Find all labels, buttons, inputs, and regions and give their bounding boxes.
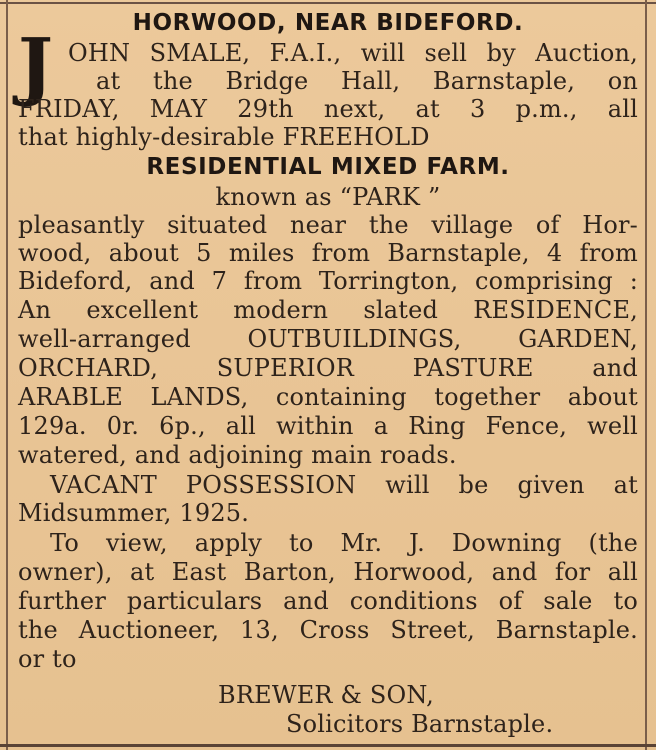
text-line-2: at the Bridge Hall, Barnstaple, on bbox=[96, 67, 638, 95]
signature-firm: BREWER & SON, bbox=[218, 681, 434, 709]
text-line-10: An excellent modern slated RESIDENCE, bbox=[18, 296, 638, 324]
drop-cap-letter: J bbox=[18, 23, 54, 109]
text-line-16: VACANT POSSESSION will be given at bbox=[50, 471, 638, 499]
right-border-rule bbox=[645, 0, 647, 750]
text-line-7: pleasantly situated near the village of Hor- bbox=[18, 211, 638, 239]
text-line-3: FRIDAY, MAY 29th next, at 3 p.m., all bbox=[18, 95, 638, 123]
advert-heading: HORWOOD, NEAR BIDEFORD. bbox=[132, 10, 524, 36]
left-border-rule bbox=[6, 0, 8, 750]
text-line-19: owner), at East Barton, Horwood, and for all bbox=[18, 558, 638, 586]
text-line-22: or to bbox=[18, 645, 77, 673]
text-line-20: further particulars and conditions of sale to bbox=[18, 587, 638, 615]
text-line-14: 129a. 0r. 6p., all within a Ring Fence, well bbox=[18, 412, 638, 440]
text-line-1: OHN SMALE, F.A.I., will sell by Auction, bbox=[68, 39, 638, 67]
text-line-9: Bideford, and 7 from Torrington, comprising : bbox=[18, 267, 638, 295]
text-line-8: wood, about 5 miles from Barnstaple, 4 from bbox=[18, 239, 638, 267]
text-line-21: the Auctioneer, 13, Cross Street, Barnstaple. bbox=[18, 616, 638, 644]
text-line-17: Midsummer, 1925. bbox=[18, 499, 250, 527]
text-line-18: To view, apply to Mr. J. Downing (the bbox=[50, 529, 638, 557]
signature-role: Solicitors Barnstaple. bbox=[286, 710, 554, 738]
text-line-11: well-arranged OUTBUILDINGS, GARDEN, bbox=[18, 325, 638, 353]
bottom-border-rule bbox=[0, 744, 656, 747]
top-border-rule bbox=[0, 2, 656, 4]
text-line-4: that highly-desirable FREEHOLD bbox=[18, 123, 430, 151]
text-line-13: ARABLE LANDS, containing together about bbox=[18, 383, 638, 411]
text-line-12: ORCHARD, SUPERIOR PASTURE and bbox=[18, 354, 638, 382]
text-line-known-as: known as “PARK ” bbox=[215, 183, 441, 211]
subheading-farm: RESIDENTIAL MIXED FARM. bbox=[146, 154, 510, 180]
text-line-15: watered, and adjoining main roads. bbox=[18, 441, 457, 469]
